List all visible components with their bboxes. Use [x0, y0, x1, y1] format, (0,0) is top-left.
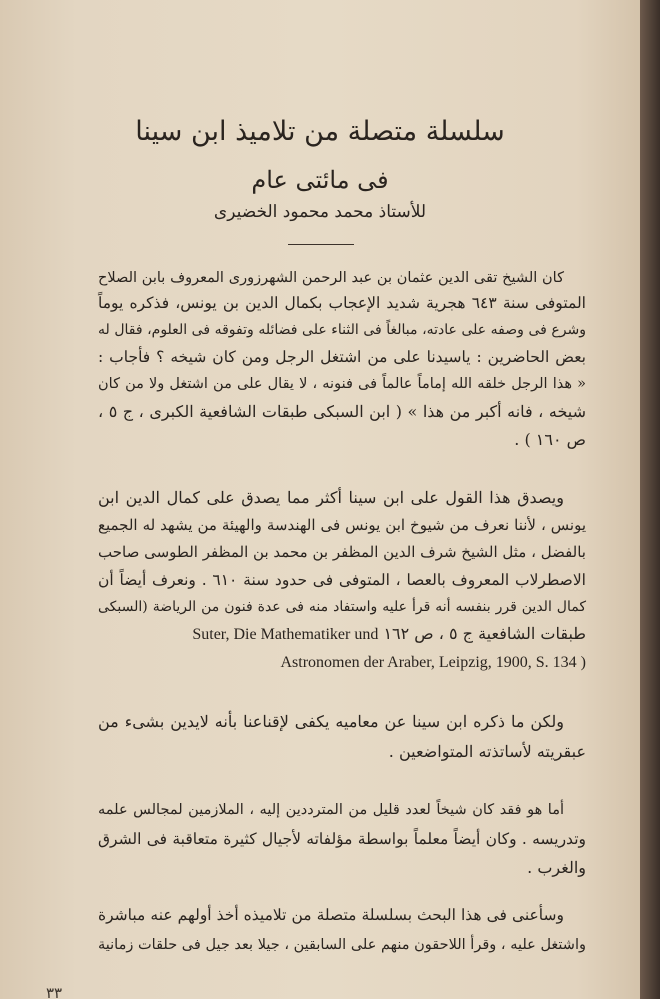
- title-divider: [288, 244, 354, 245]
- text-line-latin: [98, 650, 586, 675]
- text-line: كمال الدين قرر بنفسه أنه قرأ عليه واستفاد منه فى عدة فنون من الرياضة (السبكى: [98, 599, 586, 615]
- text-line-mixed: [98, 622, 586, 647]
- text-line: وشرع فى وصفه على عادته، مبالغاً فى الثناء على فضائله وتفوقه فى العلوم، فقال له: [98, 322, 586, 338]
- text-line: الاصطرلاب المعروف بالعصا ، المتوفى فى حدود سنة ٦١٠ . ونعرف أيضاً أن: [98, 571, 586, 589]
- text-line: « هذا الرجل خلقه الله إماماً عالماً فى فنونه ، لا يقال على من اشتغل ولا من كان: [98, 376, 586, 392]
- article-author: للأستاذ محمد محمود الخضيرى: [213, 202, 427, 222]
- text-line: ويصدق هذا القول على ابن سينا أكثر مما يصدق على كمال الدين ابن: [98, 488, 564, 507]
- text-line: ولكن ما ذكره ابن سينا عن معاميه يكفى لإقناعنا بأنه لايدين بشىء من: [98, 712, 564, 731]
- text-line: يونس ، لأننا نعرف من شيوخ ابن يونس فى الهندسة والهيئة من يشهد له الجميع: [98, 516, 586, 534]
- text-line: وتدريسه . وكان أيضاً معلماً بواسطة مؤلفاته لأجيال كثيرة متعاقبة فى الشرق: [98, 830, 586, 848]
- text-line: وسأعنى فى هذا البحث بسلسلة متصلة من تلاميذه أخذ أولهم عنه مباشرة: [98, 906, 564, 924]
- text-line: المتوفى سنة ٦٤٣ هجرية شديد الإعجاب بكمال الدين بن يونس، فذكره يوماً: [98, 294, 586, 312]
- text-line: بالفضل ، مثل الشيخ شرف الدين المظفر بن محمد بن المظفر الطوسى صاحب: [98, 543, 586, 561]
- text-line: أما هو فقد كان شيخاً لعدد قليل من المترددين إليه ، الملازمين لمجالس علمه: [98, 802, 564, 818]
- article-subtitle: فى مائتى عام: [251, 166, 389, 194]
- text-line: كان الشيخ تقى الدين عثمان بن عبد الرحمن الشهرزورى المعروف بابن الصلاح: [98, 270, 564, 286]
- citation-arabic: طبقات الشافعية ج ٥ ، ص ١٦٢: [383, 624, 586, 643]
- text-line: ص ١٦٠ ) .: [514, 430, 586, 449]
- text-line: واشتغل عليه ، وقرأ اللاحقون منهم على السابقين ، جيلا بعد جيل فى حلقات زمانية: [98, 937, 586, 953]
- text-line: بعض الحاضرين : ياسيدنا على من اشتغل الرجل ومن كان شيخه ؟ فأجاب :: [98, 348, 586, 366]
- text-line: والغرب .: [527, 858, 586, 877]
- page-number: ٣٣: [46, 984, 63, 999]
- book-spine-edge: [640, 0, 660, 999]
- citation-latin-a: Suter, Die Mathematiker und: [192, 626, 379, 643]
- text-line: شيخه ، فانه أكبر من هذا » ( ابن السبكى طبقات الشافعية الكبرى ، ج ٥ ،: [98, 402, 587, 421]
- citation-latin-b: Astronomen der Araber, Leipzig, 1900, S. 134 ): [280, 654, 586, 671]
- text-line: عبقريته لأساتذته المتواضعين .: [388, 742, 586, 761]
- article-title: سلسلة متصلة من تلاميذ ابن سينا: [135, 116, 505, 147]
